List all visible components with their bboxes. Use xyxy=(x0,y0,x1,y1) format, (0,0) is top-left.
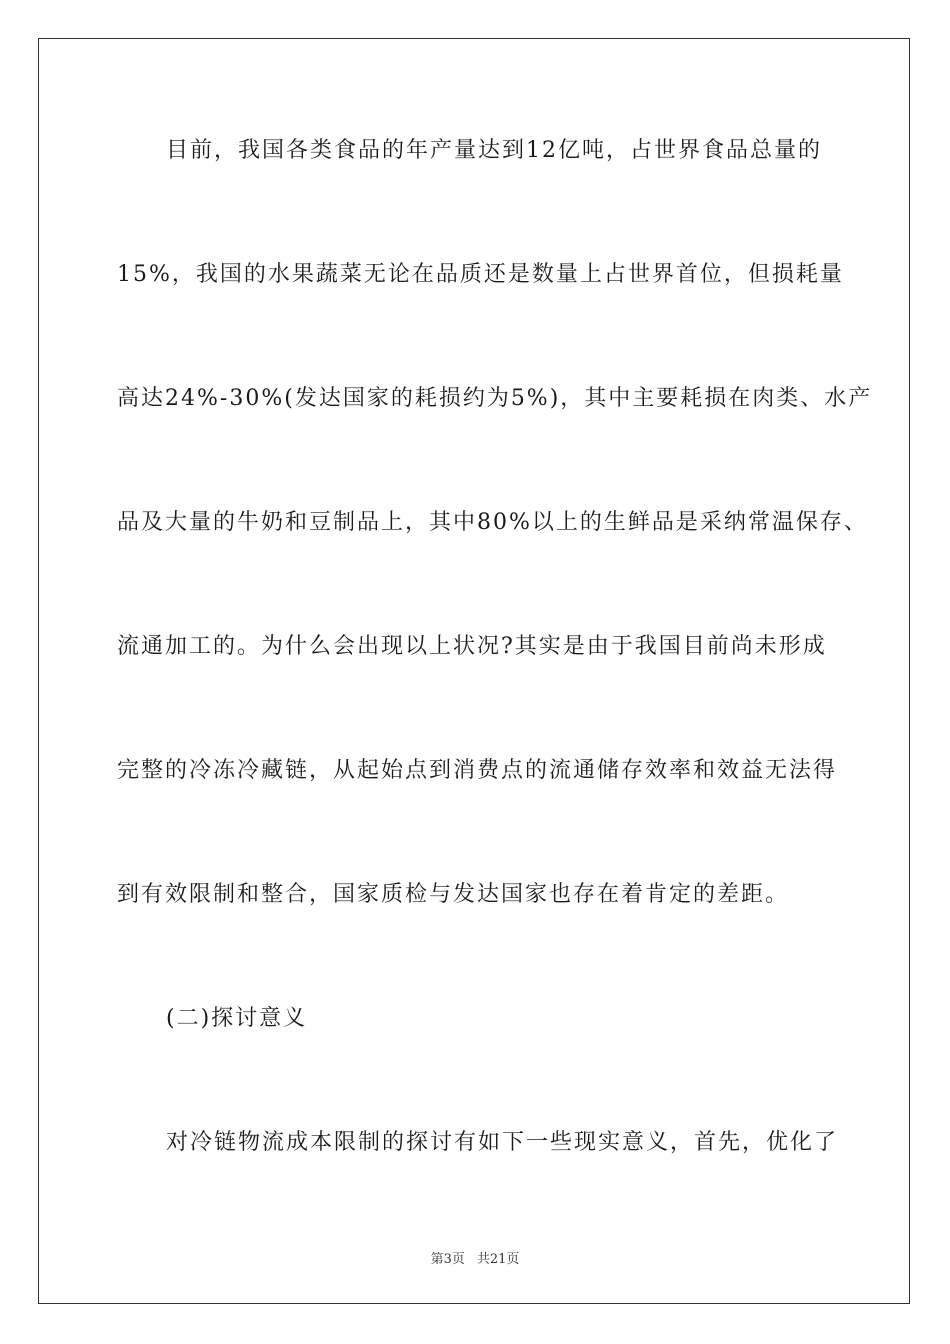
paragraph-line-4: 品及大量的牛奶和豆制品上，其中80%以上的生鲜品是采纳常温保存、 xyxy=(117,510,868,535)
paragraph-line-8: 对冷链物流成本限制的探讨有如下一些现实意义，首先，优化了 xyxy=(166,1130,839,1155)
paragraph-line-7: 到有效限制和整合，国家质检与发达国家也存在着肯定的差距。 xyxy=(117,882,790,907)
page-number: 第3页 xyxy=(430,1252,465,1267)
page-footer xyxy=(0,1248,950,1267)
paragraph-line-3: 高达24%-30%(发达国家的耗损约为5%)，其中主要耗损在肉类、水产 xyxy=(117,386,873,411)
paragraph-line-2: 15%，我国的水果蔬菜无论在品质还是数量上占世界首位，但损耗量 xyxy=(117,262,844,287)
page-border xyxy=(38,38,910,1304)
page-total: 共21页 xyxy=(476,1252,520,1267)
paragraph-line-5: 流通加工的。为什么会出现以上状况?其实是由于我国目前尚未形成 xyxy=(117,634,827,659)
paragraph-line-1: 目前，我国各类食品的年产量达到12亿吨，占世界食品总量的 xyxy=(166,138,822,163)
paragraph-line-6: 完整的冷冻冷藏链，从起始点到消费点的流通储存效率和效益无法得 xyxy=(117,758,838,783)
section-heading: (二)探讨意义 xyxy=(166,1006,308,1031)
